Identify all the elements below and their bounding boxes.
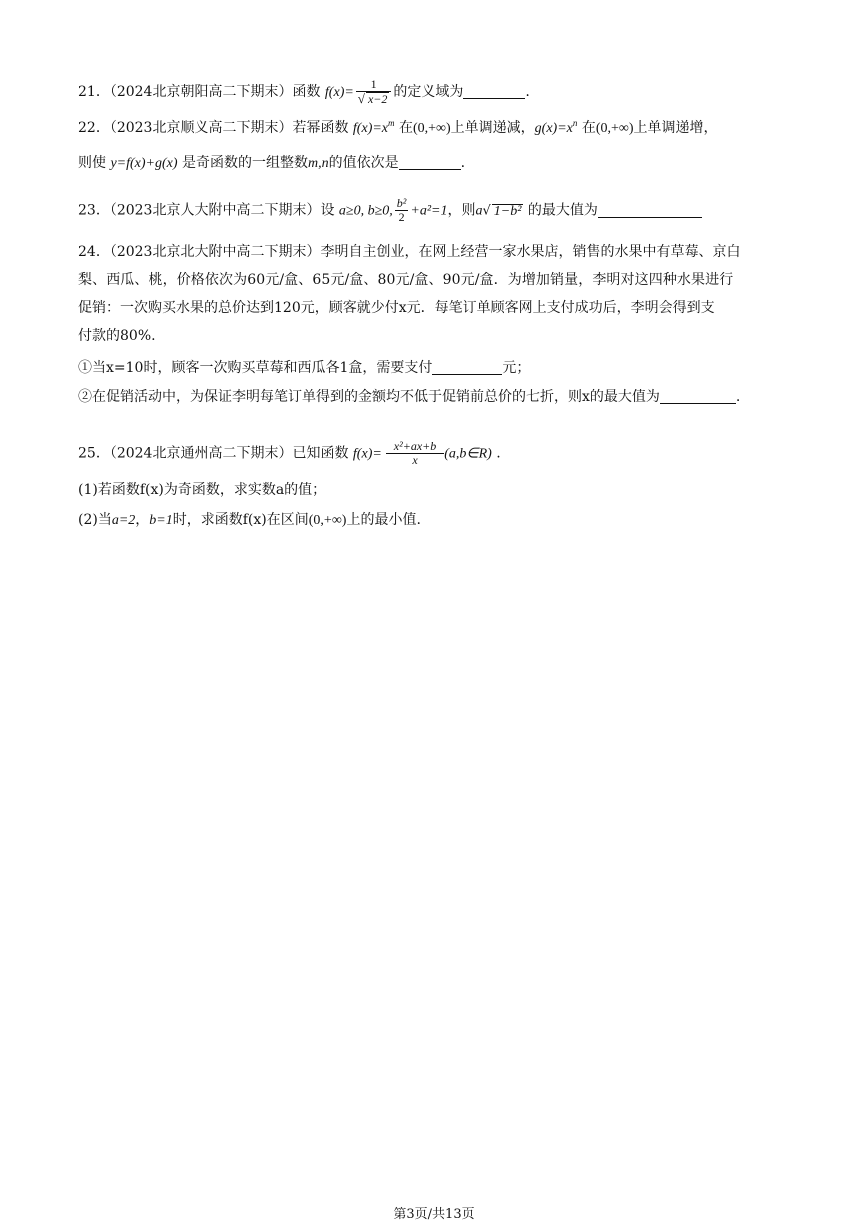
question-text: ，则 xyxy=(447,202,476,219)
question-23 xyxy=(78,197,798,224)
fraction-denominator: 2 xyxy=(395,210,409,224)
question-number: 23． xyxy=(78,202,110,219)
fraction-numerator: x²+ax+b xyxy=(393,439,437,453)
question-text: 在 xyxy=(581,120,596,136)
question-source: （2024北京通州高二下期末） xyxy=(109,445,293,462)
question-source: （2023北京顺义高二下期末） xyxy=(109,120,293,136)
question-24-line-2 xyxy=(78,270,798,290)
punctuation: . xyxy=(525,84,530,100)
condition-expression: b=1 xyxy=(149,513,173,528)
question-text: 李明自主创业，在网上经营一家水果店，销售的水果中有草莓、京白 xyxy=(320,244,741,260)
question-text: 上单调递减， xyxy=(450,120,535,136)
question-text: 上的最小值. xyxy=(346,512,421,528)
question-21 xyxy=(78,78,798,106)
question-text: 是奇函数的一组整数 xyxy=(181,155,308,171)
fraction-numerator: 1 xyxy=(370,77,377,91)
question-25 xyxy=(78,440,798,467)
question-text: (2)当 xyxy=(78,512,112,528)
question-24-line-4 xyxy=(78,326,798,346)
function-expression: g(x)=x xyxy=(534,121,573,136)
variable: a xyxy=(475,203,483,219)
function-expression: f(x)=x xyxy=(352,121,389,136)
question-number: 25． xyxy=(78,445,110,462)
question-number: 21． xyxy=(78,84,110,100)
question-text: 时，求函数f(x)在区间 xyxy=(172,512,309,528)
question-source: （2023北京北大附中高二下期末） xyxy=(109,244,321,260)
punctuation: . xyxy=(460,155,466,171)
punctuation: . xyxy=(735,389,741,405)
question-text: (1)若函数f(x)为奇函数，求实数a的值； xyxy=(78,482,327,498)
exponent: m xyxy=(388,118,395,128)
question-24-line-3 xyxy=(78,298,798,318)
interval: (0,+∞) xyxy=(595,121,634,136)
question-text: ②在促销活动中，为保证李明每笔订单得到的金额均不低于促销前总价的七折，则x的最大值为 xyxy=(78,389,660,405)
question-text: 促销：一次购买水果的总价达到120元，顾客就少付x元．每笔订单顾客网上支付成功后，李明会得到支 xyxy=(78,300,715,316)
function-expression: y=f(x)+g(x) xyxy=(110,156,178,171)
question-text: 上单调递增， xyxy=(633,120,718,136)
sqrt-symbol: √ xyxy=(482,203,491,219)
question-text: ①当x=10时，顾客一次购买草莓和西瓜各1盒，需要支付 xyxy=(78,360,433,376)
question-22-line-2 xyxy=(78,153,798,174)
fraction xyxy=(386,440,444,467)
question-text: 设 xyxy=(320,202,335,219)
question-text: 的最大值为 xyxy=(527,202,598,219)
question-24-line-1 xyxy=(78,242,798,262)
question-text: 梨、西瓜、桃，价格依次为60元/盒、65元/盒、80元/盒、90元/盒．为增加销量，李明对这四种水果进行 xyxy=(78,272,734,288)
punctuation: . xyxy=(496,445,501,462)
interval: (0,+∞) xyxy=(308,513,347,528)
fraction xyxy=(395,197,409,224)
fraction-denominator xyxy=(356,91,392,106)
condition-expression: (a,b∈R) xyxy=(444,446,492,462)
question-text: 元； xyxy=(502,360,531,376)
answer-blank[interactable] xyxy=(660,389,736,404)
question-source: （2024北京朝阳高二下期末） xyxy=(109,84,293,100)
question-text: 则使 xyxy=(78,155,106,171)
function-expression: f(x)= xyxy=(352,446,382,462)
interval: (0,+∞) xyxy=(412,121,451,136)
answer-blank[interactable] xyxy=(463,84,525,99)
question-number: 24． xyxy=(78,244,110,260)
sqrt-radicand: x−2 xyxy=(367,92,388,106)
question-22-line-1 xyxy=(78,118,798,139)
answer-blank[interactable] xyxy=(598,203,702,218)
question-text: 若幂函数 xyxy=(292,120,349,136)
question-text: 的定义域为 xyxy=(393,84,464,100)
question-source: （2023北京人大附中高二下期末） xyxy=(109,202,321,219)
function-expression: f(x)= xyxy=(324,85,354,100)
sqrt-symbol: √ xyxy=(357,91,365,106)
exponent: n xyxy=(572,118,578,128)
condition-expression: a≥0, b≥0, xyxy=(338,203,393,219)
page-footer: 第3页/共13页 xyxy=(393,1207,475,1222)
fraction-denominator: x xyxy=(386,453,444,467)
condition-expression: a=2 xyxy=(111,513,136,528)
question-24-sub-2 xyxy=(78,387,798,407)
condition-expression: +a²=1 xyxy=(410,203,448,219)
question-text: 的值依次是 xyxy=(328,155,399,171)
question-text: 付款的80%. xyxy=(78,328,156,344)
question-text: 函数 xyxy=(292,84,321,100)
sqrt-radicand: 1−b² xyxy=(493,203,522,219)
fraction xyxy=(356,78,392,106)
variables: m,n xyxy=(307,156,329,171)
answer-blank[interactable] xyxy=(399,155,461,170)
question-text: 在 xyxy=(398,120,413,136)
question-25-part-1 xyxy=(78,480,798,500)
question-24-sub-1 xyxy=(78,358,798,378)
fraction-numerator: b² xyxy=(396,196,407,210)
question-25-part-2 xyxy=(78,510,798,531)
answer-blank[interactable] xyxy=(432,360,502,375)
question-text: 已知函数 xyxy=(292,445,349,462)
punctuation: ， xyxy=(135,512,150,528)
question-number: 22． xyxy=(78,120,110,136)
